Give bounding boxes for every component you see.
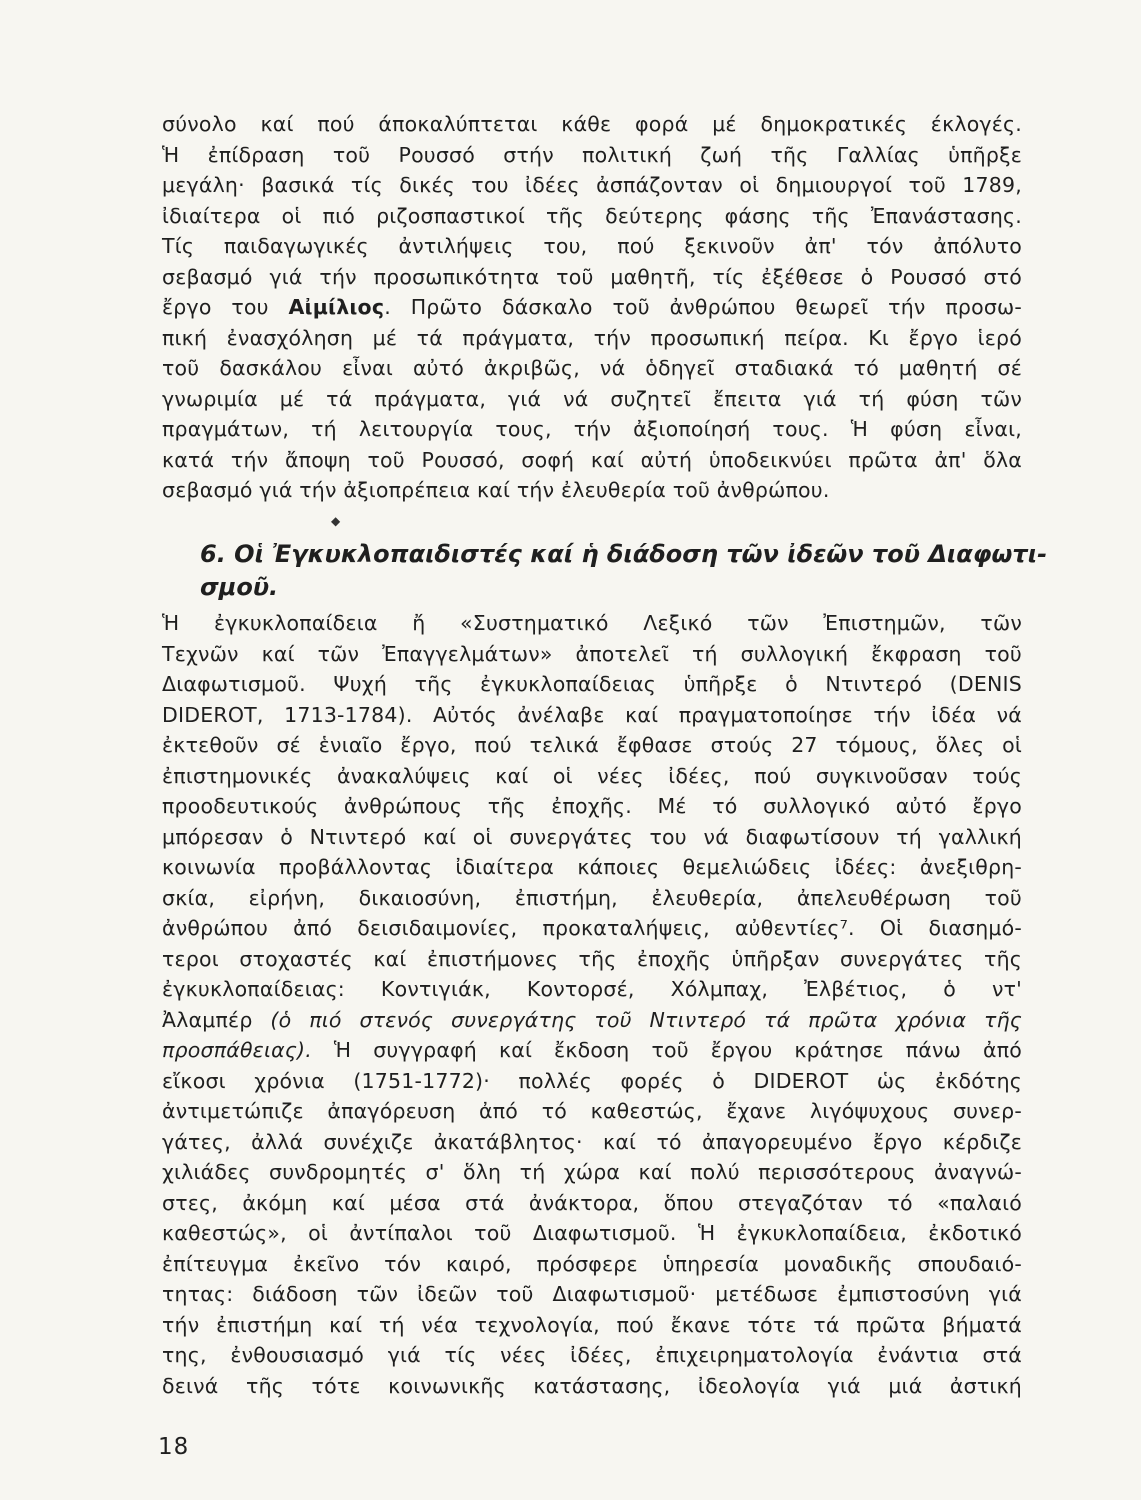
text-line: ἀντιμετώπιζε ἀπαγόρευση ἀπό τό καθεστώς, ἔχανε λιγόψυχους συνερ- — [162, 1099, 1022, 1123]
text-line: κοινωνία προβάλλοντας ἰδιαίτερα κάποιες θεμελιώδεις ἰδέες: ἀνεξιθρη- — [162, 855, 1022, 879]
text-line: κατά τήν ἄποψη τοῦ Ρουσσό, σοφή καί αὐτή ὑποδεικνύει πρῶτα ἀπ' ὅλα — [162, 447, 1022, 472]
text-line-with-italic: προσπάθειας). Ἡ συγγραφή καί ἔκδοση τοῦ ἔργου κράτησε πάνω ἀπό — [162, 1038, 1022, 1062]
text-line: της, ἐνθουσιασμό γιά τίς νέες ἰδέες, ἐπιχειρηματολογία ἐνάντια στά — [162, 1343, 1022, 1367]
text-line: Διαφωτισμοῦ. Ψυχή τῆς ἐγκυκλοπαίδειας ὑπῆρξε ὁ Ντιντερό (DENIS — [162, 672, 1022, 696]
emphasis-title: Αἰμίλιος — [288, 295, 385, 319]
italic-phrase: προσπάθειας). — [162, 1038, 312, 1062]
heading-line: σμοῦ. — [200, 573, 279, 601]
text-line: ἀνθρώπου ἀπό δεισιδαιμονίες, προκαταλήψεις, αὐθεντίες⁷. Οἱ διασημό- — [162, 916, 1022, 940]
text-line: ἐπιστημονικές ἀνακαλύψεις καί οἱ νέες ἰδέες, πού συγκινοῦσαν τούς — [162, 763, 1022, 788]
paragraph-encyclopedists — [162, 608, 1022, 1401]
paragraph-rousseau — [162, 109, 1022, 506]
text-line: Τίς παιδαγωγικές ἀντιλήψεις του, πού ξεκινοῦν ἀπ' τόν ἀπόλυτο — [162, 234, 1022, 258]
text-line: τεροι στοχαστές καί ἐπιστήμονες τῆς ἐποχῆς ὑπῆρξαν συνεργάτες τῆς — [162, 946, 1022, 971]
text-line: Τεχνῶν καί τῶν Ἐπαγγελμάτων» ἀποτελεῖ τή συλλογική ἔκφραση τοῦ — [162, 641, 1022, 666]
text-line: ἐκτεθοῦν σέ ἑνιαῖο ἔργο, πού τελικά ἔφθασε στούς 27 τόμους, ὅλες οἱ — [162, 733, 1022, 757]
text-line: σεβασμό γιά τήν προσωπικότητα τοῦ μαθητῆ, τίς ἐξέθεσε ὁ Ρουσσό στό — [162, 264, 1022, 289]
text-line: χιλιάδες συνδρομητές σ' ὅλη τή χώρα καί πολύ περισσότερους ἀναγνώ- — [162, 1160, 1022, 1184]
text-line-with-emphasis: ἔργο του Αἰμίλιος. Πρῶτο δάσκαλο τοῦ ἀνθρώπου θεωρεῖ τήν προσω- — [162, 295, 1022, 319]
text-line: εἴκοσι χρόνια (1751-1772)· πολλές φορές ὁ DIDEROT ὡς ἐκδότης — [162, 1068, 1022, 1093]
text-line: στες, ἀκόμη καί μέσα στά ἀνάκτορα, ὅπου στεγαζόταν τό «παλαιό — [162, 1190, 1022, 1215]
text-line: τητας: διάδοση τῶν ἰδεῶν τοῦ Διαφωτισμοῦ· μετέδωσε ἐμπιστοσύνη γιά — [162, 1282, 1022, 1306]
text-line: καθεστώς», οἱ ἀντίπαλοι τοῦ Διαφωτισμοῦ. Ἡ ἐγκυκλοπαίδεια, ἐκδοτικό — [162, 1221, 1022, 1245]
text-line: μεγάλη· βασικά τίς δικές του ἰδέες ἀσπάζονταν οἱ δημιουργοί τοῦ 1789, — [162, 173, 1022, 197]
text-line: DIDEROT, 1713-1784). Αὐτός ἀνέλαβε καί πραγματοποίησε τήν ἰδέα νά — [162, 702, 1022, 727]
text-line: προοδευτικούς ἀνθρώπους τῆς ἐποχῆς. Μέ τό συλλογικό αὐτό ἔργο — [162, 794, 1022, 818]
text-line: σύνολο καί πού άποκαλύπτεται κάθε φορά μέ δημοκρατικές έκλογές. — [162, 112, 1022, 136]
text-line: μπόρεσαν ὁ Ντιντερό καί οἱ συνεργάτες του νά διαφωτίσουν τή γαλλική — [162, 824, 1022, 849]
text-line: τοῦ δασκάλου εἶναι αὐτό ἀκριβῶς, νά ὁδηγεῖ σταδιακά τό μαθητή σέ — [162, 356, 1022, 380]
heading-line: 6. Οἱ Ἐγκυκλοπαιδιστές καί ἡ διάδοση τῶν ἰδεῶν τοῦ Διαφωτι- — [200, 540, 1048, 568]
text-line: γάτες, ἀλλά συνέχιζε ἀκατάβλητος· καί τό ἀπαγορευμένο ἔργο κέρδιζε — [162, 1129, 1022, 1154]
text-line: ἐπίτευγμα ἐκεῖνο τόν καιρό, πρόσφερε ὑπηρεσία μοναδικῆς σπουδαιό- — [162, 1251, 1022, 1276]
italic-phrase: (ὁ πιό στενός συνεργάτης τοῦ Ντιντερό τά πρῶτα χρόνια τῆς — [270, 1007, 1023, 1032]
text-line: τήν ἐπιστήμη καί τή νέα τεχνολογία, πού ἔκανε τότε τά πρῶτα βήματά — [162, 1312, 1022, 1337]
text-line: Ἡ ἐπίδραση τοῦ Ρουσσό στήν πολιτική ζωή τῆς Γαλλίας ὑπῆρξε — [162, 142, 1022, 167]
text-line: ἰδιαίτερα οἱ πιό ριζοσπαστικοί τῆς δεύτερης φάσης τῆς Ἐπανάστασης. — [162, 203, 1022, 228]
text-line: γνωριμία μέ τά πράγματα, γιά νά συζητεῖ ἔπειτα γιά τή φύση τῶν — [162, 386, 1022, 411]
section-heading — [200, 538, 1048, 604]
page-number: 18 — [158, 1434, 190, 1460]
text-line: Ἡ ἐγκυκλοπαίδεια ἤ «Συστηματικό Λεξικό τῶν Ἐπιστημῶν, τῶν — [162, 611, 1022, 635]
text-line: ἐγκυκλοπαίδειας: Κοντιγιάκ, Κοντορσέ, Χόλμπαχ, Ἐλβέτιος, ὁ ντ' — [162, 977, 1022, 1001]
ink-mark: ◆ — [331, 514, 341, 528]
text-line-with-italic: Ἀλαμπέρ (ὁ πιό στενός συνεργάτης τοῦ Ντιντερό τά πρῶτα χρόνια τῆς — [162, 1007, 1023, 1032]
text-line: σεβασμό γιά τήν ἀξιοπρέπεια καί τήν ἐλευθερία τοῦ ἀνθρώπου. — [162, 478, 830, 502]
text-line: πραγμάτων, τή λειτουργία τους, τήν ἀξιοποίησή τους. Ἡ φύση εἶναι, — [162, 417, 1022, 441]
text-line: δεινά τῆς τότε κοινωνικῆς κατάστασης, ἰδεολογία γιά μιά ἀστική — [162, 1373, 1022, 1398]
text-line: πική ἐνασχόληση μέ τά πράγματα, τήν προσωπική πείρα. Κι ἔργο ἱερό — [162, 325, 1022, 350]
text-line: σκία, εἰρήνη, δικαιοσύνη, ἐπιστήμη, ἐλευθερία, ἀπελευθέρωση τοῦ — [162, 885, 1022, 910]
